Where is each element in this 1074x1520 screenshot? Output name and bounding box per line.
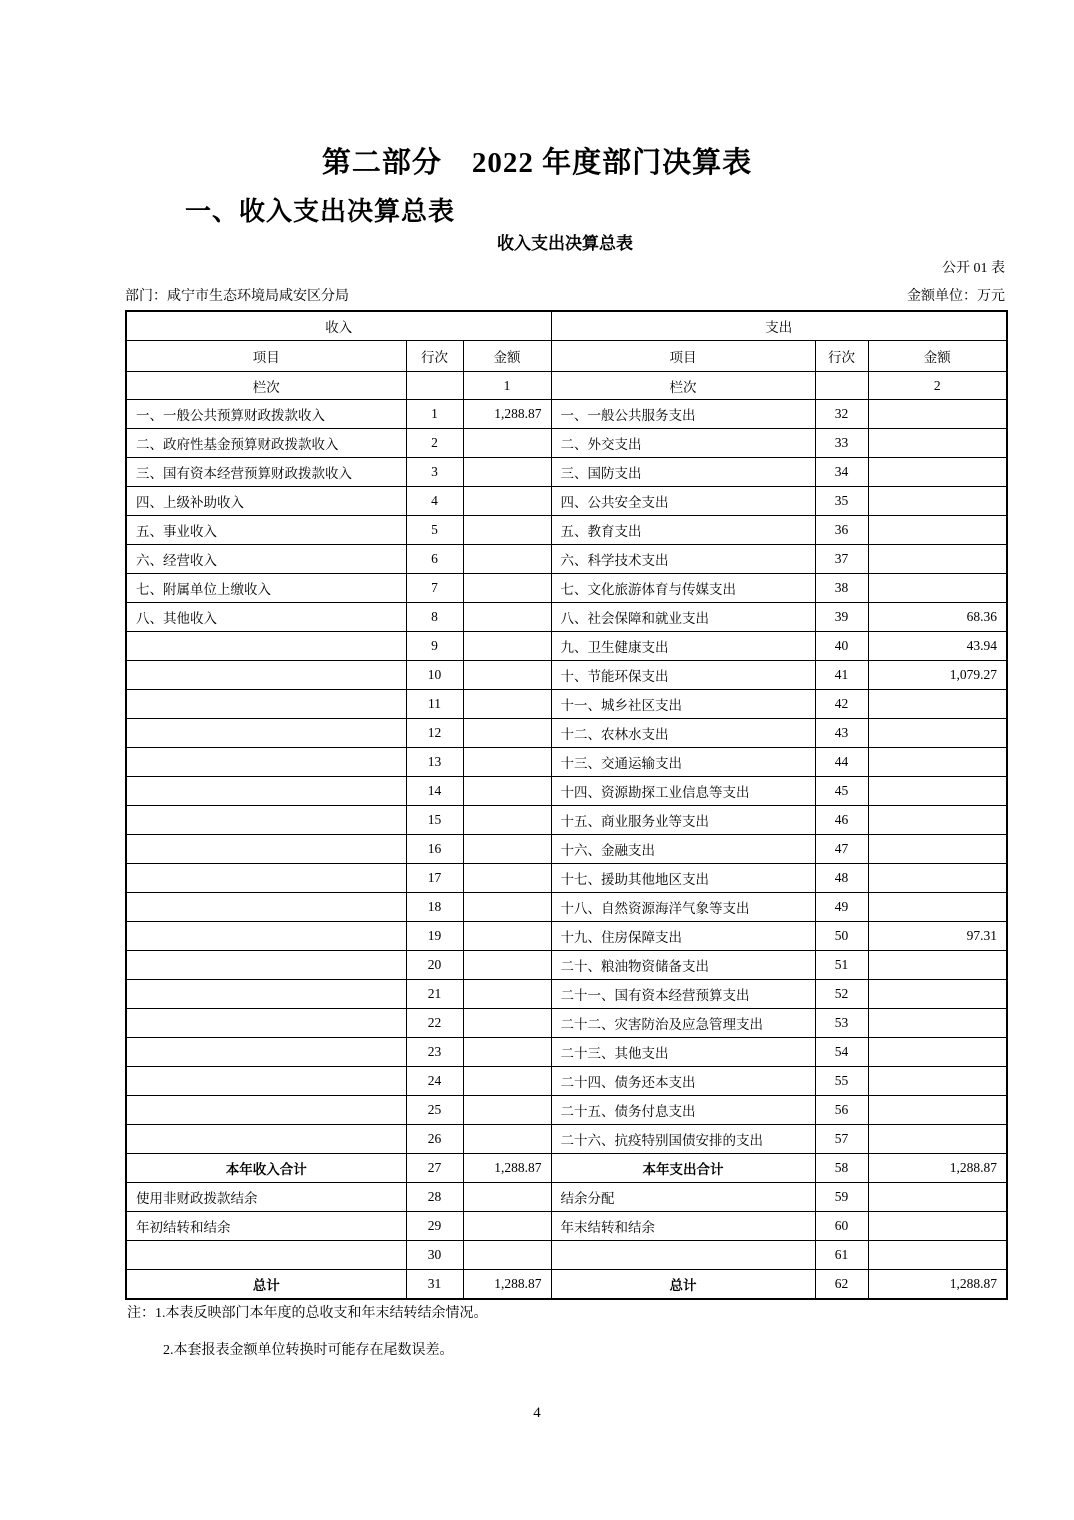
expense-amount-cell (868, 748, 1007, 777)
income-amount-header: 金额 (463, 341, 551, 372)
income-amount-cell (463, 806, 551, 835)
income-item-cell: 三、国有资本经营预算财政拨款收入 (126, 458, 406, 487)
income-rowno-cell: 2 (406, 429, 463, 458)
income-rowno-cell: 7 (406, 574, 463, 603)
income-amount-cell (463, 922, 551, 951)
expense-amount-cell (868, 429, 1007, 458)
income-rowno-cell: 4 (406, 487, 463, 516)
income-amount-cell (463, 690, 551, 719)
expense-amount-cell (868, 1125, 1007, 1154)
income-item-cell (126, 1125, 406, 1154)
table-column-header-row (126, 341, 1007, 372)
expense-amount-cell (868, 574, 1007, 603)
income-rowno-cell: 8 (406, 603, 463, 632)
income-rowno-cell: 14 (406, 777, 463, 806)
income-amount-cell (463, 1212, 551, 1241)
income-item-cell (126, 1038, 406, 1067)
expense-rowno-cell: 49 (815, 893, 868, 922)
income-amount-cell (463, 458, 551, 487)
footnote-1: 注：1.本表反映部门本年度的总收支和年末结转结余情况。 (127, 1306, 488, 1321)
expense-amount-cell (868, 458, 1007, 487)
income-rowno-cell: 9 (406, 632, 463, 661)
income-rowno-cell: 12 (406, 719, 463, 748)
expense-rowno-cell: 47 (815, 835, 868, 864)
income-rowno-cell: 10 (406, 661, 463, 690)
expense-index-blank (815, 372, 868, 400)
table-row (126, 1212, 1007, 1241)
income-col-index: 1 (463, 372, 551, 400)
expense-item-cell: 总计 (551, 1270, 815, 1300)
expense-item-cell: 二十六、抗疫特别国债安排的支出 (551, 1125, 815, 1154)
page-number: 4 (533, 1405, 541, 1421)
expense-rowno-cell: 42 (815, 690, 868, 719)
income-amount-cell (463, 777, 551, 806)
income-rowno-cell: 31 (406, 1270, 463, 1300)
income-item-cell: 年初结转和结余 (126, 1212, 406, 1241)
income-rowno-cell: 23 (406, 1038, 463, 1067)
table-row (126, 1270, 1007, 1300)
expense-item-cell: 二十、粮油物资储备支出 (551, 951, 815, 980)
income-amount-cell (463, 1241, 551, 1270)
expense-amount-cell: 1,288.87 (868, 1154, 1007, 1183)
expense-rowno-cell: 32 (815, 400, 868, 429)
income-index-blank (406, 372, 463, 400)
income-rowno-cell: 17 (406, 864, 463, 893)
income-item-cell (126, 719, 406, 748)
income-amount-cell (463, 719, 551, 748)
expense-rowno-cell: 51 (815, 951, 868, 980)
income-item-cell: 本年收入合计 (126, 1154, 406, 1183)
expense-item-cell: 十六、金融支出 (551, 835, 815, 864)
expense-index-label: 栏次 (551, 372, 815, 400)
expense-amount-cell (868, 835, 1007, 864)
expense-rowno-header: 行次 (815, 341, 868, 372)
income-amount-cell (463, 1009, 551, 1038)
expense-amount-cell (868, 690, 1007, 719)
table-row (126, 458, 1007, 487)
income-item-cell (126, 806, 406, 835)
expense-item-header: 项目 (551, 341, 815, 372)
expense-item-cell: 二十四、债务还本支出 (551, 1067, 815, 1096)
expense-item-cell: 三、国防支出 (551, 458, 815, 487)
income-rowno-cell: 6 (406, 545, 463, 574)
income-item-cell (126, 1096, 406, 1125)
expense-amount-cell (868, 1241, 1007, 1270)
income-rowno-cell: 3 (406, 458, 463, 487)
expense-amount-cell: 43.94 (868, 632, 1007, 661)
expense-item-cell: 七、文化旅游体育与传媒支出 (551, 574, 815, 603)
income-item-cell: 一、一般公共预算财政拨款收入 (126, 400, 406, 429)
table-row (126, 1009, 1007, 1038)
table-body (126, 311, 1007, 1299)
income-index-label: 栏次 (126, 372, 406, 400)
department-label: 部门：咸宁市生态环境局咸安区分局 (125, 289, 349, 304)
income-rowno-cell: 15 (406, 806, 463, 835)
section-heading: 一、收入支出决算总表 (185, 197, 456, 226)
expense-rowno-cell: 56 (815, 1096, 868, 1125)
expense-rowno-cell: 35 (815, 487, 868, 516)
income-amount-cell (463, 516, 551, 545)
footnote-2: 2.本套报表金额单位转换时可能存在尾数误差。 (163, 1343, 454, 1358)
income-rowno-cell: 30 (406, 1241, 463, 1270)
income-amount-cell (463, 951, 551, 980)
table-row (126, 1096, 1007, 1125)
expense-amount-cell (868, 719, 1007, 748)
expense-rowno-cell: 41 (815, 661, 868, 690)
expense-rowno-cell: 55 (815, 1067, 868, 1096)
table-row (126, 893, 1007, 922)
income-rowno-cell: 29 (406, 1212, 463, 1241)
expense-item-cell: 二十五、债务付息支出 (551, 1096, 815, 1125)
income-amount-cell (463, 1096, 551, 1125)
table-row (126, 1241, 1007, 1270)
expense-rowno-cell: 45 (815, 777, 868, 806)
expense-item-cell: 十四、资源勘探工业信息等支出 (551, 777, 815, 806)
table-row (126, 864, 1007, 893)
table-row (126, 1067, 1007, 1096)
table-row (126, 835, 1007, 864)
income-rowno-cell: 24 (406, 1067, 463, 1096)
income-rowno-cell: 16 (406, 835, 463, 864)
income-item-cell (126, 835, 406, 864)
expense-item-cell: 十八、自然资源海洋气象等支出 (551, 893, 815, 922)
income-item-cell: 八、其他收入 (126, 603, 406, 632)
table-row (126, 951, 1007, 980)
income-amount-cell (463, 835, 551, 864)
income-item-cell (126, 1009, 406, 1038)
expense-item-cell: 十一、城乡社区支出 (551, 690, 815, 719)
expense-amount-cell (868, 545, 1007, 574)
expense-rowno-cell: 60 (815, 1212, 868, 1241)
table-code-label: 公开 01 表 (942, 261, 1005, 276)
income-amount-cell (463, 603, 551, 632)
expense-item-cell: 十、节能环保支出 (551, 661, 815, 690)
table-row (126, 400, 1007, 429)
income-amount-cell: 1,288.87 (463, 400, 551, 429)
expense-amount-cell (868, 1067, 1007, 1096)
budget-table (125, 310, 1008, 1300)
expense-item-cell: 八、社会保障和就业支出 (551, 603, 815, 632)
table-row (126, 922, 1007, 951)
expense-rowno-cell: 38 (815, 574, 868, 603)
expense-amount-cell (868, 487, 1007, 516)
income-item-cell (126, 864, 406, 893)
income-amount-cell (463, 429, 551, 458)
income-rowno-cell: 25 (406, 1096, 463, 1125)
table-row (126, 487, 1007, 516)
income-amount-cell (463, 1067, 551, 1096)
income-amount-cell (463, 574, 551, 603)
main-title: 第二部分 2022 年度部门决算表 (321, 147, 753, 179)
table-row (126, 719, 1007, 748)
income-amount-cell (463, 487, 551, 516)
income-rowno-cell: 22 (406, 1009, 463, 1038)
expense-amount-cell (868, 864, 1007, 893)
table-row (126, 574, 1007, 603)
income-amount-cell (463, 1183, 551, 1212)
expense-amount-cell (868, 516, 1007, 545)
expense-rowno-cell: 58 (815, 1154, 868, 1183)
expense-amount-cell (868, 1096, 1007, 1125)
income-item-cell (126, 922, 406, 951)
income-section-header: 收入 (126, 311, 551, 341)
income-amount-cell (463, 893, 551, 922)
expense-item-cell: 二十二、灾害防治及应急管理支出 (551, 1009, 815, 1038)
expense-section-header: 支出 (551, 311, 1007, 341)
income-rowno-cell: 26 (406, 1125, 463, 1154)
expense-rowno-cell: 54 (815, 1038, 868, 1067)
table-row (126, 516, 1007, 545)
income-amount-cell (463, 661, 551, 690)
table-row (126, 806, 1007, 835)
income-item-cell (126, 1067, 406, 1096)
expense-amount-cell (868, 893, 1007, 922)
income-amount-cell (463, 1038, 551, 1067)
expense-rowno-cell: 43 (815, 719, 868, 748)
table-row (126, 632, 1007, 661)
expense-amount-cell (868, 777, 1007, 806)
income-rowno-cell: 27 (406, 1154, 463, 1183)
expense-item-cell: 年末结转和结余 (551, 1212, 815, 1241)
table-row (126, 690, 1007, 719)
expense-rowno-cell: 36 (815, 516, 868, 545)
expense-item-cell: 五、教育支出 (551, 516, 815, 545)
expense-item-cell (551, 1241, 815, 1270)
expense-item-cell: 结余分配 (551, 1183, 815, 1212)
table-index-row (126, 372, 1007, 400)
expense-amount-cell (868, 1038, 1007, 1067)
income-item-cell (126, 980, 406, 1009)
income-item-cell (126, 777, 406, 806)
income-rowno-cell: 21 (406, 980, 463, 1009)
income-rowno-cell: 1 (406, 400, 463, 429)
expense-amount-cell (868, 980, 1007, 1009)
income-item-cell: 总计 (126, 1270, 406, 1300)
footnotes (127, 1302, 1007, 1376)
expense-rowno-cell: 46 (815, 806, 868, 835)
table-row (126, 748, 1007, 777)
table-row (126, 1183, 1007, 1212)
table-row (126, 1125, 1007, 1154)
expense-rowno-cell: 53 (815, 1009, 868, 1038)
expense-amount-cell: 1,079.27 (868, 661, 1007, 690)
income-item-cell (126, 893, 406, 922)
income-rowno-cell: 11 (406, 690, 463, 719)
income-amount-cell: 1,288.87 (463, 1270, 551, 1300)
income-amount-cell (463, 864, 551, 893)
table-row (126, 1038, 1007, 1067)
income-item-cell: 七、附属单位上缴收入 (126, 574, 406, 603)
income-rowno-cell: 19 (406, 922, 463, 951)
table-row (126, 545, 1007, 574)
table-row (126, 777, 1007, 806)
expense-amount-cell: 1,288.87 (868, 1270, 1007, 1300)
income-rowno-cell: 20 (406, 951, 463, 980)
expense-item-cell: 十二、农林水支出 (551, 719, 815, 748)
expense-rowno-cell: 62 (815, 1270, 868, 1300)
income-rowno-cell: 18 (406, 893, 463, 922)
expense-rowno-cell: 59 (815, 1183, 868, 1212)
income-rowno-cell: 5 (406, 516, 463, 545)
expense-amount-cell (868, 1212, 1007, 1241)
expense-item-cell: 二十三、其他支出 (551, 1038, 815, 1067)
expense-item-cell: 四、公共安全支出 (551, 487, 815, 516)
meta-row (125, 285, 1005, 305)
expense-amount-cell (868, 400, 1007, 429)
expense-rowno-cell: 57 (815, 1125, 868, 1154)
expense-rowno-cell: 52 (815, 980, 868, 1009)
expense-rowno-cell: 33 (815, 429, 868, 458)
income-item-cell: 二、政府性基金预算财政拨款收入 (126, 429, 406, 458)
income-item-cell (126, 748, 406, 777)
table-row (126, 661, 1007, 690)
income-item-cell: 六、经营收入 (126, 545, 406, 574)
expense-rowno-cell: 61 (815, 1241, 868, 1270)
income-rowno-cell: 13 (406, 748, 463, 777)
expense-amount-cell: 97.31 (868, 922, 1007, 951)
expense-item-cell: 九、卫生健康支出 (551, 632, 815, 661)
income-amount-cell (463, 980, 551, 1009)
expense-rowno-cell: 37 (815, 545, 868, 574)
unit-label: 金额单位：万元 (907, 289, 1005, 304)
expense-rowno-cell: 50 (815, 922, 868, 951)
table-row (126, 980, 1007, 1009)
table-row (126, 603, 1007, 632)
income-item-cell: 四、上级补助收入 (126, 487, 406, 516)
expense-amount-cell (868, 806, 1007, 835)
table-title: 收入支出决算总表 (497, 234, 633, 253)
table-row (126, 429, 1007, 458)
expense-item-cell: 十三、交通运输支出 (551, 748, 815, 777)
expense-rowno-cell: 44 (815, 748, 868, 777)
expense-amount-cell (868, 951, 1007, 980)
income-amount-cell (463, 748, 551, 777)
expense-rowno-cell: 48 (815, 864, 868, 893)
expense-item-cell: 二、外交支出 (551, 429, 815, 458)
expense-col-index: 2 (868, 372, 1007, 400)
income-item-cell: 五、事业收入 (126, 516, 406, 545)
income-item-cell (126, 1241, 406, 1270)
expense-amount-header: 金额 (868, 341, 1007, 372)
income-rowno-cell: 28 (406, 1183, 463, 1212)
income-amount-cell: 1,288.87 (463, 1154, 551, 1183)
expense-item-cell: 二十一、国有资本经营预算支出 (551, 980, 815, 1009)
income-item-cell (126, 632, 406, 661)
income-item-cell (126, 951, 406, 980)
income-amount-cell (463, 545, 551, 574)
expense-amount-cell (868, 1009, 1007, 1038)
table-row (126, 1154, 1007, 1183)
expense-rowno-cell: 40 (815, 632, 868, 661)
income-item-cell: 使用非财政拨款结余 (126, 1183, 406, 1212)
expense-item-cell: 十七、援助其他地区支出 (551, 864, 815, 893)
income-rowno-header: 行次 (406, 341, 463, 372)
expense-amount-cell (868, 1183, 1007, 1212)
expense-item-cell: 一、一般公共服务支出 (551, 400, 815, 429)
expense-item-cell: 十五、商业服务业等支出 (551, 806, 815, 835)
expense-item-cell: 十九、住房保障支出 (551, 922, 815, 951)
expense-amount-cell: 68.36 (868, 603, 1007, 632)
expense-item-cell: 六、科学技术支出 (551, 545, 815, 574)
income-amount-cell (463, 632, 551, 661)
table-section-header-row (126, 311, 1007, 341)
income-item-cell (126, 661, 406, 690)
expense-item-cell: 本年支出合计 (551, 1154, 815, 1183)
income-item-header: 项目 (126, 341, 406, 372)
expense-rowno-cell: 34 (815, 458, 868, 487)
income-item-cell (126, 690, 406, 719)
expense-rowno-cell: 39 (815, 603, 868, 632)
income-amount-cell (463, 1125, 551, 1154)
